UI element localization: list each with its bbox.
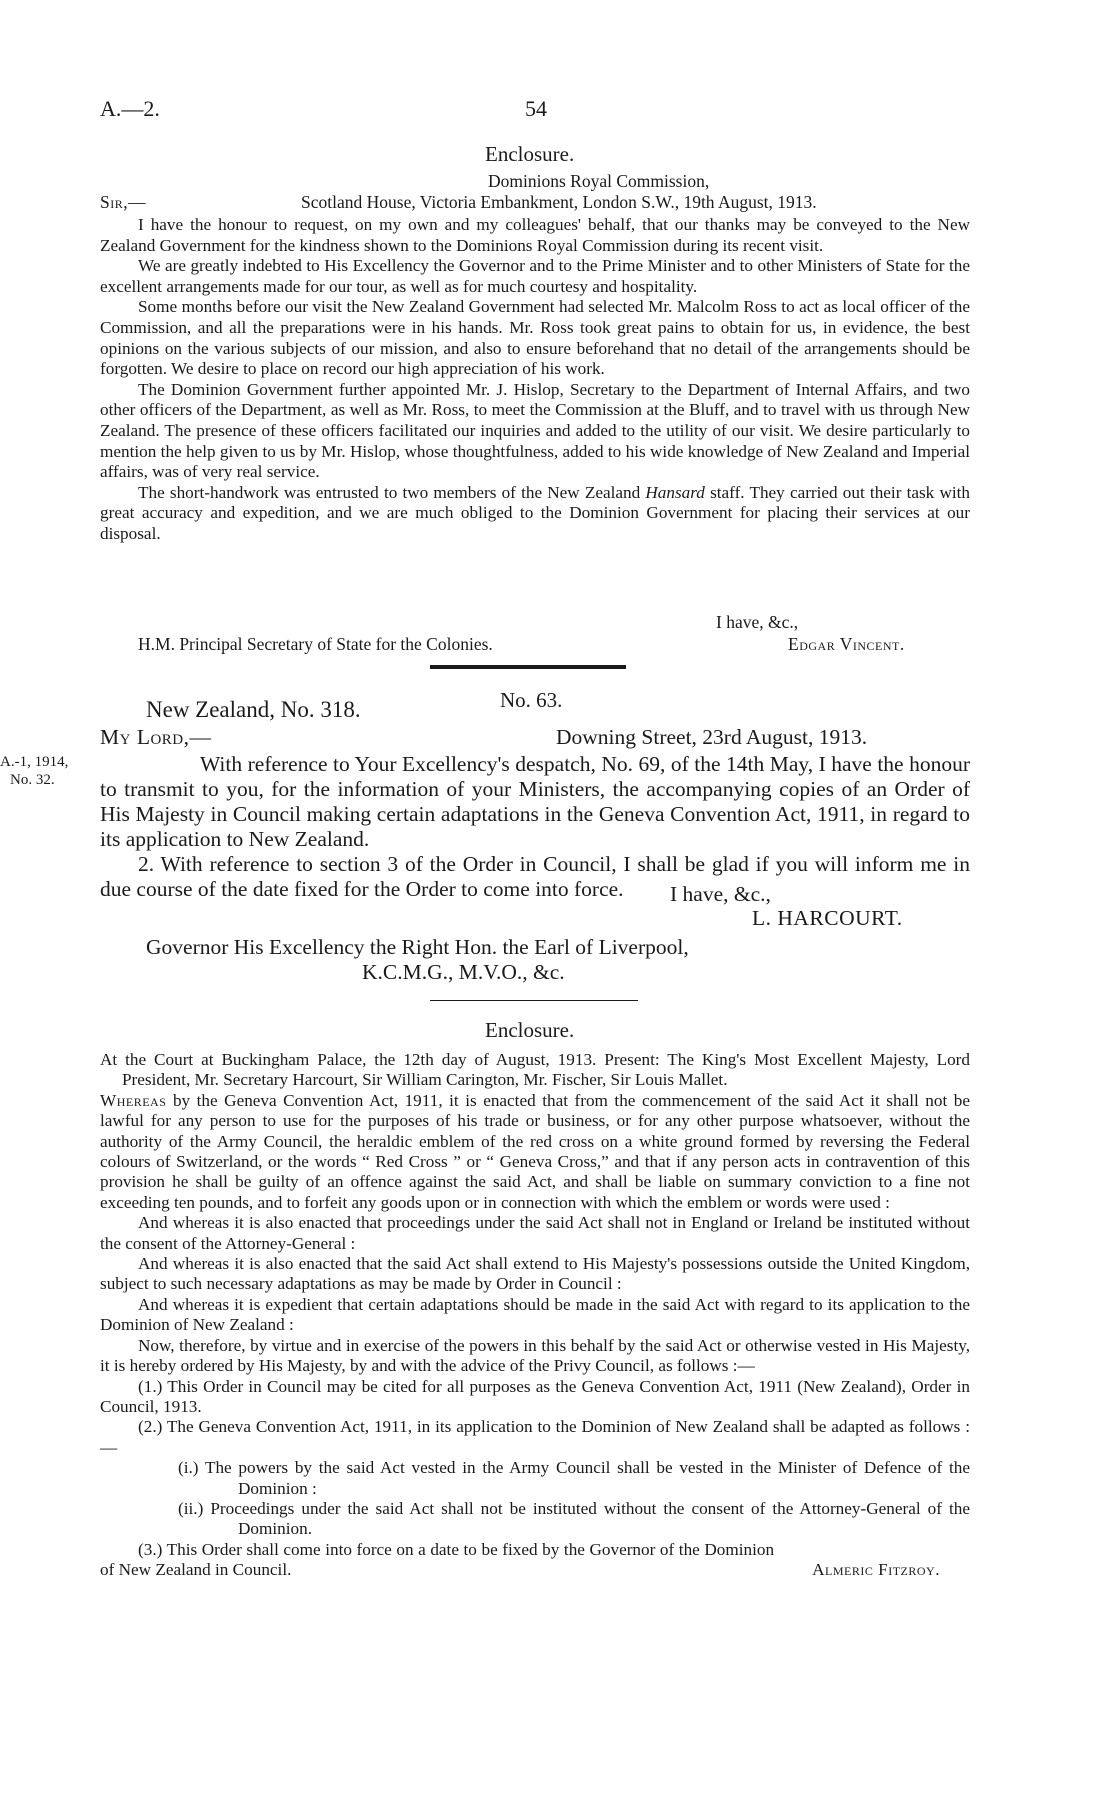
page-number: 54 bbox=[525, 96, 547, 121]
order-paragraph: And whereas it is expedient that certain adaptations should be made in the said Act with regard to its application to the Dominion of New Zealand : bbox=[100, 1294, 970, 1335]
letter-paragraph: I have the honour to request, on my own and my colleagues' behalf, that our thanks may be conveyed to the New Zealand Government for the kindness shown to the Dominions Royal Commission during its recent visit. bbox=[100, 215, 970, 255]
enclosure-heading: Enclosure. bbox=[485, 142, 575, 166]
salutation: My Lord,— bbox=[100, 725, 212, 749]
letter-paragraph bbox=[100, 483, 970, 545]
order-sub-item: (i.) The powers by the said Act vested in the Army Council shall be vested in the Minister of Defence of the Dominion : bbox=[178, 1458, 970, 1498]
paragraph-text: staff. They carried out their task with great accuracy and expedition, and we are much obliged to the Dominion Government for placing their services at our disposal. bbox=[100, 482, 971, 543]
closing: I have, &c., bbox=[670, 882, 771, 906]
paragraph-text: (3.) This Order shall come into force on a date to be fixed by the Governor of the Dominion of New Zealand in Council. bbox=[100, 1539, 775, 1580]
paragraph-text: by the Geneva Convention Act, 1911, it is enacted that from the commencement of the said Act it shall not be lawful for any person to use for the purposes of his trade or business, or for any other purpose whatsoever, without the authority of the Army Council, the heraldic emblem of the red cross on a white ground formed by reversing the Federal colours of Switzerland, or the words “ Red Cross ” or “ Geneva Cross,” and that if any person acts in contravention of this provision he shall be guilty of an offence against the said Act, and shall be liable on summary conviction to a fine not exceeding ten pounds, and to forfeit any goods upon or in connection with which the emblem or words were used : bbox=[100, 1090, 971, 1212]
document-reference: A.—2. bbox=[100, 96, 160, 121]
addressee: K.C.M.G., M.V.O., &c. bbox=[362, 960, 565, 984]
order-paragraph: (2.) The Geneva Convention Act, 1911, in its application to the Dominion of New Zealand shall be adapted as follows :— bbox=[100, 1417, 970, 1457]
despatch-paragraph: With reference to Your Excellency's despatch, No. 69, of the 14th May, I have the honour to transmit to you, for the information of your Ministers, the accompanying copies of an Order of His Majesty in Council making certain adaptations in the Geneva Convention Act, 1911, in regard to its application to New Zealand. bbox=[100, 752, 970, 851]
whereas-paragraph bbox=[100, 1091, 970, 1213]
despatch-body bbox=[100, 752, 970, 902]
section-divider bbox=[430, 1000, 638, 1001]
sender-address: Dominions Royal Commission, bbox=[488, 171, 710, 191]
order-paragraph: And whereas it is also enacted that proceedings under the said Act shall not in England or Ireland be instituted without the consent of the Attorney-General : bbox=[100, 1213, 970, 1253]
section-divider bbox=[430, 665, 626, 669]
italic-term: Hansard bbox=[645, 482, 705, 502]
despatch-reference: New Zealand, No. 318. bbox=[146, 697, 361, 722]
despatch-paragraph: 2. With reference to section 3 of the Order in Council, I shall be glad if you will inform me in due course of the date fixed for the Order to come into force. bbox=[100, 852, 970, 901]
letter-paragraph: The Dominion Government further appointed Mr. J. Hislop, Secretary to the Department of Internal Affairs, and two other officers of the Department, as well as Mr. Ross, to meet the Commission at the Bluff, and to travel with us through New Zealand. The presence of these officers facilitated our inquiries and added to the utility of our visit. We desire particularly to mention the help given to us by Mr. Hislop, whose thoughtfulness, added to his wide knowledge of New Zealand and Imperial affairs, was of very real service. bbox=[100, 379, 970, 482]
recipient: H.M. Principal Secretary of State for the Colonies. bbox=[138, 634, 493, 654]
letter-paragraph: We are greatly indebted to His Excellency the Governor and to the Prime Minister and to other Ministers of State for the excellent arrangements made for our tour, as well as for much courtesy and hospitality. bbox=[100, 256, 970, 296]
despatch-number: No. 63. bbox=[500, 688, 563, 712]
order-paragraph: (1.) This Order in Council may be cited for all purposes as the Geneva Convention Act, 1911 (New Zealand), Order in Council, 1913. bbox=[100, 1376, 970, 1416]
salutation: Sir,— bbox=[100, 192, 147, 212]
closing: I have, &c., bbox=[716, 612, 799, 632]
order-paragraph: And whereas it is also enacted that the said Act shall extend to His Majesty's possessions outside the United Kingdom, subject to such necessary adaptations as may be made by Order in Council : bbox=[100, 1254, 970, 1294]
order-paragraph bbox=[100, 1540, 970, 1581]
enclosure-heading: Enclosure. bbox=[485, 1018, 575, 1042]
order-paragraph: Now, therefore, by virtue and in exercise of the powers in this behalf by the said Act or otherwise vested in His Majesty, it is hereby ordered by His Majesty, by and with the advice of the Privy Council, as follows :— bbox=[100, 1335, 970, 1376]
whereas-lead: Whereas bbox=[100, 1090, 167, 1110]
paragraph-text: The short-handwork was entrusted to two members of the New Zealand bbox=[138, 482, 641, 502]
order-in-council bbox=[100, 1050, 970, 1581]
sender-place-date: Scotland House, Victoria Embankment, London S.W., 19th August, 1913. bbox=[301, 192, 817, 212]
letter-paragraph: Some months before our visit the New Zealand Government had selected Mr. Malcolm Ross to act as local officer of the Commission, and all the preparations were in his hands. Mr. Ross took great pains to obtain for us, in evidence, the best opinions on the various subjects of our mission, and also to ensure beforehand that no detail of the arrangements should be forgotten. We desire to place on record our high appreciation of his work. bbox=[100, 297, 970, 379]
addressee: Governor His Excellency the Right Hon. the Earl of Liverpool, bbox=[146, 935, 689, 959]
signature: Edgar Vincent. bbox=[788, 634, 905, 654]
signature: L. HARCOURT. bbox=[752, 906, 903, 930]
margin-note: A.-1, 1914, bbox=[0, 754, 69, 770]
place-date: Downing Street, 23rd August, 1913. bbox=[556, 725, 868, 749]
order-sub-item: (ii.) Proceedings under the said Act shall not be instituted without the consent of the Attorney-General of the Dominion. bbox=[178, 1498, 970, 1539]
court-paragraph: At the Court at Buckingham Palace, the 12th day of August, 1913. Present: The King's Most Excellent Majesty, Lord President, Mr. Secretary Harcourt, Sir William Carington, Mr. Fischer, Sir Louis Mallet. bbox=[100, 1050, 970, 1090]
signature: Almeric Fitzroy. bbox=[812, 1559, 940, 1579]
margin-note: No. 32. bbox=[10, 772, 55, 788]
letter-body bbox=[100, 215, 970, 545]
